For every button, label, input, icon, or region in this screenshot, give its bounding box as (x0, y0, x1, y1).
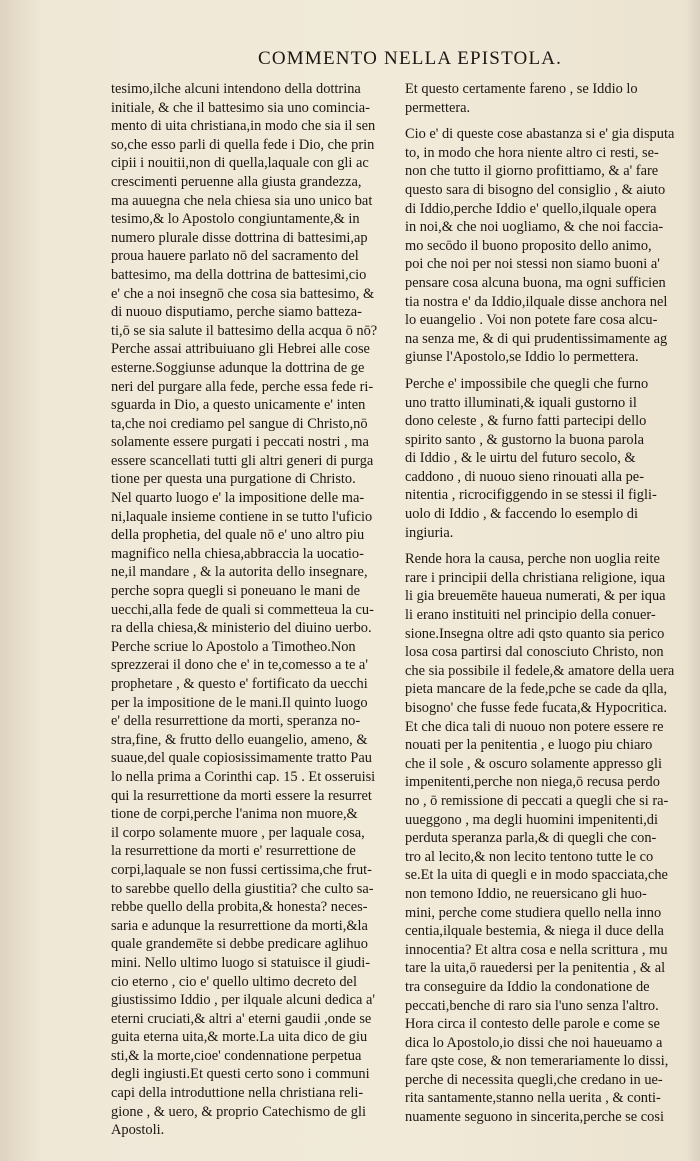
text-line: corpi,laquale se non fussi certissima,che frut- (111, 861, 372, 878)
text-line: perduta speranza parla,& di quegli che con- (405, 830, 657, 847)
text-line: cipii i nouitii,non di quella,laquale con gli ac (111, 155, 369, 172)
text-line: cio eterno , cio e' quello ultimo decreto del (111, 973, 357, 990)
text-line: degli ingiusti.Et questi certo sono i communi (111, 1066, 370, 1083)
text-line: lo euangelio . Voi non potete fare cosa alcu- (405, 312, 658, 329)
text-line: tione de corpi,perche l'anima non muore,& (111, 806, 358, 823)
text-line: il corpo solamente muore , per laquale cosa, (111, 824, 365, 841)
paragraph (405, 550, 683, 1126)
text-line: prophetare , & questo e' fortificato da uecchi (111, 676, 368, 692)
text-line: non che tutto il giorno profittiamo, & a' fare (405, 163, 659, 180)
text-line: giustissimo Iddio , per ilquale alcuni dedica a' (111, 992, 375, 1009)
text-line: uno tratto illuminati,& iquali gustorno il (405, 394, 637, 411)
text-line: perche sopra quegli si poneuano le mani de (111, 583, 360, 600)
text-line: qui la resurrettione da morti essere la resurret (111, 787, 372, 804)
text-line: magnifico nella chiesa,abbraccia la uocatio- (111, 545, 364, 562)
paragraph (405, 80, 683, 117)
text-line: essere scancellati tutti gli altri generi di purga (111, 452, 374, 469)
text-line: Cio e' di queste cose abastanza si e' gia disputa (405, 126, 675, 143)
text-line: impenitenti,perche non niega,ō recusa perdo (405, 774, 660, 791)
text-line: per la impositione de le mani.Il quinto luogo (111, 694, 368, 711)
text-line: dono celeste , & furno fatti partecipi dello (405, 413, 647, 430)
text-line: suaue,del quale copiosissimamente tratto Pau (111, 750, 372, 767)
text-line: saria e adunque la resurrettione da morti,&la (111, 917, 368, 934)
text-line: tra conseguire da Iddio la condonatione de (405, 978, 650, 995)
text-line: numero plurale disse dottrina di battesimi,ap (111, 229, 368, 246)
text-line: Nel quarto luogo e' la impositione delle ma- (111, 490, 365, 507)
text-line: tia nostra e' da Iddio,ilquale disse anchora nel (405, 293, 668, 310)
text-line: centia,ilquale bestemia, & niega il duce della (405, 923, 664, 940)
text-line: ti,ō se sia salute il battesimo della acqua ō nō? (111, 322, 378, 339)
text-line: Hora circa il contesto delle parole e come se (405, 1016, 660, 1033)
text-line: ni,laquale insieme contiene in se tutto l'uficio (111, 508, 373, 525)
text-line: initiale, & che il battesimo sia uno comincia- (111, 99, 370, 116)
text-line: guita eterna uita,& morte.La uita dico de giu (111, 1029, 368, 1046)
text-line: battesimo, ma della dottrina de battesimi,cio (111, 266, 367, 283)
paragraph-gap (405, 117, 683, 125)
text-line: rare i principii della christiana religione, iqua (405, 569, 666, 586)
text-line: di nuouo disputiamo, perche siamo batteza- (111, 304, 362, 321)
text-line: sprezzerai il dono che e' in te,comesso a te a' (111, 657, 368, 674)
text-line: pensare cosa alcuna buona, ma ogni sufficien (405, 274, 666, 291)
text-line: della prophetia, del quale nō e' uno altro piu (111, 527, 365, 544)
left-text-column (111, 80, 393, 1140)
paragraph-gap (405, 367, 683, 375)
text-line: tare la uita,ō rauedersi per la penitentia , & al (405, 960, 666, 977)
text-line: di Iddio,perche Iddio e' quello,ilquale opera (405, 200, 657, 217)
text-line: neri del purgare alla fede, perche essa fede ri- (111, 378, 374, 395)
text-line: tesimo,ilche alcuni intendono della dottrina (111, 81, 361, 97)
text-line: tro al lecito,& non lecito tentono tutte le co (405, 848, 654, 865)
text-line: di Iddio , & le uirtu del futuro secolo, & (405, 450, 636, 467)
text-line: Apostoli. (111, 1122, 165, 1139)
text-line: Perche assai attribuiuano gli Hebrei alle cose (111, 341, 370, 358)
running-header: COMMENTO NELLA EPISTOLA. (258, 48, 563, 69)
text-line: che il sole , & oscuro solamente appresso gli (405, 755, 662, 772)
text-line: capi della introduttione nella christiana reli- (111, 1085, 364, 1102)
text-line: lo nella prima a Corinthi cap. 15 . Et osseruisi (111, 768, 376, 785)
text-line: poi che noi per noi stessi non siamo buoni a' (405, 256, 660, 273)
text-line: tesimo,& lo Apostolo congiuntamente,& in (111, 211, 360, 228)
text-line: esterne.Soggiunse adunque la dottrina de ge (111, 359, 365, 376)
text-line: nouati per la penitentia , e luogo piu chiaro (405, 737, 653, 754)
text-line: Perche e' impossibile che quegli che furno (405, 375, 649, 392)
page-edge-shadow (686, 0, 700, 1161)
text-line: na senza me, & di qui prudentissimamente ag (405, 330, 668, 347)
text-line: pieta mancare de la fede,pche se cade da qlla, (405, 681, 668, 698)
text-line: gione , & uero, & proprio Catechismo de gli (111, 1103, 366, 1120)
text-line: proua hauere parlato nō del sacramento del (111, 248, 359, 265)
text-line: solamente essere purgati i peccati nostri , ma (111, 434, 369, 451)
text-line: ne,il mandare , & la autorita dello insegnare, (111, 564, 368, 581)
text-line: ingiuria. (405, 524, 454, 541)
text-line: nuamente seguono in sincerita,perche se cosi (405, 1109, 664, 1126)
text-line: so,che esso parli di quella fede i Dio, che prin (111, 136, 375, 153)
text-line: sione.Insegna oltre adi qsto quanto sia perico (405, 625, 665, 642)
text-line: giunse l'Apostolo,se Iddio lo permettera. (405, 349, 639, 366)
text-line: questo sara di bisogno del consiglio , & aiuto (405, 181, 666, 198)
text-line: e' della resurrettione da morti, speranza no- (111, 713, 361, 730)
text-line: uueggono , ma degli huomini impenitenti,di (405, 811, 659, 828)
text-line: eterni cruciati,& altri a' eterni gaudii ,onde se (111, 1010, 372, 1027)
text-line: tione per questa una purgatione di Christo. (111, 471, 356, 488)
text-line: permettera. (405, 99, 471, 116)
text-line: perche di necessita quegli,che credano in ue- (405, 1071, 663, 1088)
paragraph (405, 375, 683, 542)
text-line: ma auuegna che nela chiesa sia uno unico bat (111, 192, 373, 209)
text-line: e' che a noi insegnō che cosa sia battesimo, & (111, 285, 375, 302)
text-line: nitentia , ricrocifiggendo in se stessi il figli- (405, 487, 657, 504)
paragraph-gap (405, 542, 683, 550)
text-line: mo secōdo il buono proposito dello animo, (405, 237, 652, 254)
text-line: che sia possibile il fedele,& amatore della uera (405, 662, 675, 679)
text-line: Et questo certamente fareno , se Iddio lo (405, 81, 638, 97)
text-line: spirito santo , & gustorno la buona parola (405, 431, 645, 448)
right-text-column (405, 80, 683, 1127)
text-line: non temono Iddio, ne reuersicano gli huo- (405, 885, 647, 902)
text-line: mento di uita christiana,in modo che sia il sen (111, 118, 376, 135)
text-line: ta,che noi crediamo pel sangue di Christo,nō (111, 415, 368, 432)
text-line: peccati,benche di raro sia l'uno senza l'altro. (405, 997, 659, 1014)
text-line: Perche scriue lo Apostolo a Timotheo.Non (111, 638, 356, 655)
text-line: innocentia? Et altra cosa e nella scrittura , mu (405, 941, 668, 958)
text-line: li erano instituiti nel principio della conuer- (405, 607, 656, 624)
text-line: crescimenti peruenne alla giusta grandezza, (111, 173, 362, 190)
text-line: Rende hora la causa, perche non uoglia reite (405, 551, 660, 568)
text-line: losa cosa partirsi dal conosciuto Christo, non (405, 644, 664, 661)
text-line: uolo di Iddio , & faccendo lo esemplo di (405, 506, 638, 523)
text-line: in noi,& che noi uogliamo, & che noi faccia- (405, 219, 664, 236)
text-line: caddono , di nuouo sieno rinouati alla pe- (405, 468, 644, 485)
text-line: Et che dica tali di nuouo non potere essere re (405, 718, 664, 735)
text-line: quale grandemēte si debbe predicare aglihuo (111, 936, 368, 953)
text-line: li gia breuemēte haueua numerati, & per iqua (405, 588, 666, 605)
paragraph (405, 125, 683, 367)
text-line: to sarebbe quello della giustitia? che culto sa- (111, 880, 374, 897)
text-line: uecchi,alla fede de quali si commetteua la cu- (111, 601, 374, 618)
text-line: bisogno' che fusse fede fucata,& Hypocritica. (405, 700, 667, 716)
text-line: se.Et la uita di quegli e in modo spacciata,che (405, 867, 668, 884)
text-line: sguarda in Dio, a questo unicamente e' inten (111, 397, 366, 414)
text-line: la resurrettione da morti e' resurrettione de (111, 843, 356, 860)
text-line: ra della chiesa,& ministerio del diuino uerbo. (111, 620, 372, 637)
text-line: sti,& la morte,cioe' condennatione perpetua (111, 1047, 362, 1064)
text-line: stra,fine, & frutto dello euangelio, ameno, & (111, 731, 368, 748)
text-line: rebbe quello della probita,& honesta? neces- (111, 899, 368, 916)
text-line: no , ō remissione di peccati a quegli che si ra- (405, 792, 669, 809)
text-line: dica lo Apostolo,io dissi che noi haueuamo a (405, 1034, 663, 1051)
text-line: mini. Nello ultimo luogo si statuisce il giudi- (111, 954, 371, 971)
text-line: to, in modo che hora niente altro ci resti, se- (405, 144, 659, 161)
text-line: fare qste cose, & non temerariamente lo dissi, (405, 1053, 669, 1070)
text-line: rita santamente,stanno nella uerita , & conti- (405, 1090, 661, 1107)
text-line: mini, perche come studiera quello nella inno (405, 904, 662, 921)
